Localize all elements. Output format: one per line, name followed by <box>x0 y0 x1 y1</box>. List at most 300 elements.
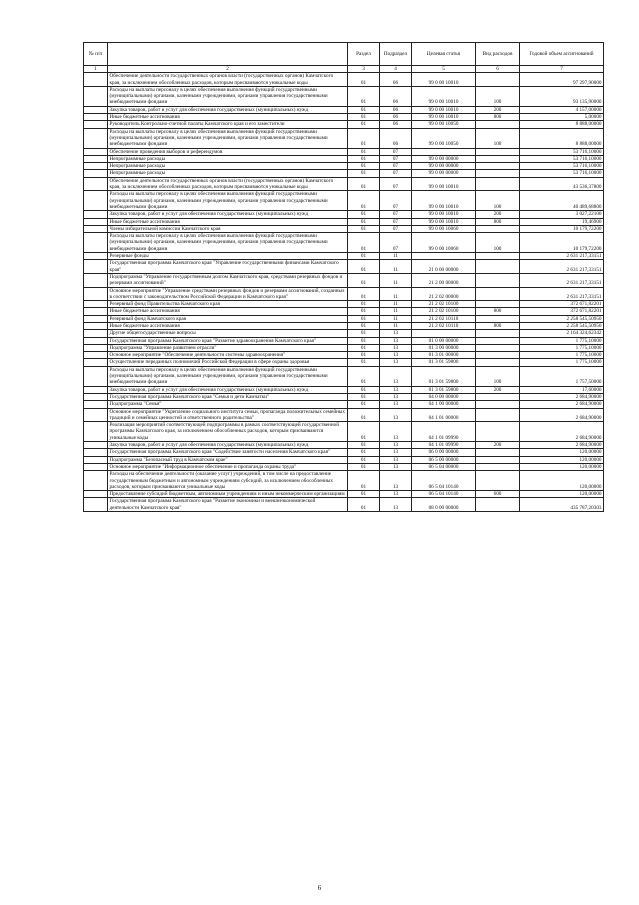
table-row <box>84 273 604 287</box>
row-name: Подпрограмма "Управление развитием отрасли" <box>108 344 348 351</box>
row-expense-type <box>476 422 520 442</box>
row-number <box>84 359 108 366</box>
row-target-article: 99 0 00 10050 <box>412 128 476 148</box>
row-number <box>84 330 108 337</box>
row-number <box>84 422 108 442</box>
row-expense-type <box>476 456 520 463</box>
row-expense-type: 100 <box>476 86 520 106</box>
row-section: 01 <box>348 128 380 148</box>
row-amount: 120,00000 <box>520 471 604 491</box>
row-number <box>84 273 108 287</box>
row-amount: 17,60000 <box>520 386 604 393</box>
table-row <box>84 225 604 232</box>
table-row <box>84 442 604 449</box>
row-subsection: 06 <box>380 86 412 106</box>
row-target-article <box>412 148 476 155</box>
row-number <box>84 322 108 329</box>
table-body <box>84 73 604 512</box>
row-section: 01 <box>348 260 380 274</box>
row-expense-type <box>476 315 520 322</box>
row-amount: 2 631 217,33151 <box>520 273 604 287</box>
row-name: Основное мероприятие "Управление средствами резервных фондов и резервами ассигнований, созданных в соответствии с законодательством Российской Федерации и Камчатского края" <box>108 287 348 301</box>
row-number <box>84 86 108 106</box>
row-subsection: 07 <box>380 170 412 177</box>
row-target-article: 06 5 04 10140 <box>412 491 476 498</box>
row-number <box>84 471 108 491</box>
row-name: Закупка товаров, работ и услуг для обеспечения государственных (муниципальных) нужд <box>108 106 348 113</box>
row-subsection: 13 <box>380 422 412 442</box>
row-name: Обеспечение деятельности государственных органов власти (государственных органов) Камчатского края, за исключением обособленных расходов, которым присваиваются уникальные коды <box>108 177 348 191</box>
row-subsection: 07 <box>380 163 412 170</box>
table-row <box>84 106 604 113</box>
row-name: Предоставление субсидий бюджетным, автономным учреждениям и иным некоммерческим организациям <box>108 491 348 498</box>
row-target-article: 99 0 00 10050 <box>412 121 476 128</box>
row-section: 01 <box>348 253 380 260</box>
row-target-article: 99 0 00 10010 <box>412 211 476 218</box>
row-number <box>84 366 108 386</box>
row-target-article: 04 1 01 09990 <box>412 442 476 449</box>
header-subsection: Подраздел <box>380 43 412 66</box>
row-target-article: 06 5 04 00000 <box>412 463 476 470</box>
row-section: 01 <box>348 287 380 301</box>
table-row <box>84 148 604 155</box>
row-subsection: 13 <box>380 393 412 400</box>
row-name: Основное мероприятие "Обеспечение деятельности системы здравоохранения" <box>108 352 348 359</box>
row-subsection: 11 <box>380 287 412 301</box>
row-expense-type: 200 <box>476 211 520 218</box>
column-number: 7 <box>520 66 604 73</box>
row-section: 01 <box>348 73 380 87</box>
row-name: Реализация мероприятий соответствующей подпрограммы в рамках соответствующей государственной программы Камчатского края, за исключением обособленных расходов, которым присваиваются уникальные коды <box>108 422 348 442</box>
row-name: Расходы на выплаты персоналу в целях обеспечения выполнения функций государственными (муниципальными) органами, казенными учреждениями, органами управления государственными внебюджетными фондами <box>108 233 348 253</box>
row-number <box>84 128 108 148</box>
row-number <box>84 442 108 449</box>
row-expense-type <box>476 260 520 274</box>
row-subsection: 07 <box>380 211 412 218</box>
row-amount: 372 671,82201 <box>520 301 604 308</box>
row-target-article: 06 5 00 00000 <box>412 456 476 463</box>
row-subsection: 13 <box>380 386 412 393</box>
table-row <box>84 393 604 400</box>
table-row <box>84 359 604 366</box>
table-row <box>84 287 604 301</box>
row-amount: 8 888,00000 <box>520 121 604 128</box>
row-number <box>84 308 108 315</box>
row-target-article: 99 0 00 00000 <box>412 170 476 177</box>
table-row <box>84 366 604 386</box>
row-name: Резервные фонды <box>108 253 348 260</box>
row-amount: 120,00000 <box>520 456 604 463</box>
table-row <box>84 337 604 344</box>
row-number <box>84 408 108 422</box>
row-amount: 2 258 545,50950 <box>520 322 604 329</box>
row-expense-type <box>476 273 520 287</box>
row-subsection: 13 <box>380 456 412 463</box>
header-target: Целевая статья <box>412 43 476 66</box>
row-amount: 5,00000 <box>520 114 604 121</box>
row-name: Обеспечение деятельности государственных органов власти (государственных органов) Камчатского края, за исключением обособленных расходов, которым присваиваются уникальные коды <box>108 73 348 87</box>
row-expense-type <box>476 287 520 301</box>
row-subsection: 13 <box>380 442 412 449</box>
table-row <box>84 301 604 308</box>
row-amount: 2 684,90000 <box>520 442 604 449</box>
row-number <box>84 386 108 393</box>
row-target-article: 08 0 00 00000 <box>412 498 476 512</box>
row-section: 01 <box>348 408 380 422</box>
row-number <box>84 218 108 225</box>
row-subsection: 13 <box>380 491 412 498</box>
row-target-article <box>412 330 476 337</box>
row-section: 01 <box>348 498 380 512</box>
row-number <box>84 352 108 359</box>
row-name: Непрограммные расходы <box>108 170 348 177</box>
table-header-row <box>84 43 604 66</box>
row-expense-type: 100 <box>476 191 520 211</box>
row-amount: 2 631 217,33151 <box>520 260 604 274</box>
row-amount: 120,00000 <box>520 449 604 456</box>
row-section: 01 <box>348 449 380 456</box>
row-subsection: 13 <box>380 337 412 344</box>
row-subsection: 13 <box>380 449 412 456</box>
row-section: 01 <box>348 366 380 386</box>
row-expense-type <box>476 359 520 366</box>
budget-table <box>83 42 604 512</box>
row-amount: 53 716,10000 <box>520 155 604 162</box>
row-amount: 2 258 545,50950 <box>520 315 604 322</box>
row-section: 01 <box>348 191 380 211</box>
row-target-article: 01 3 01 59800 <box>412 386 476 393</box>
column-number: 1 <box>84 66 108 73</box>
row-number <box>84 301 108 308</box>
row-expense-type: 100 <box>476 366 520 386</box>
header-amount: Годовой объем ассигнований <box>520 43 604 66</box>
row-subsection: 07 <box>380 225 412 232</box>
row-name: Обеспечение проведения выборов и референдумов <box>108 148 348 155</box>
row-expense-type <box>476 225 520 232</box>
row-section: 01 <box>348 106 380 113</box>
row-section: 01 <box>348 359 380 366</box>
row-name: Резервный фонд Правительства Камчатского края <box>108 301 348 308</box>
row-amount: 435 787,20303 <box>520 498 604 512</box>
row-target-article: 99 0 00 10010 <box>412 218 476 225</box>
table-row <box>84 253 604 260</box>
row-section: 01 <box>348 337 380 344</box>
row-number <box>84 114 108 121</box>
row-subsection: 11 <box>380 301 412 308</box>
row-number <box>84 401 108 408</box>
row-name: Расходы на выплаты персоналу в целях обеспечения выполнения функций государственными (муниципальными) органами, казенными учреждениями, органами управления государственными внебюджетными фондами <box>108 366 348 386</box>
header-num: № п/п <box>84 43 108 66</box>
row-section: 01 <box>348 155 380 162</box>
row-amount: 53 716,10000 <box>520 170 604 177</box>
table-row <box>84 114 604 121</box>
row-section: 01 <box>348 422 380 442</box>
row-name: Члены избирательной комиссии Камчатского края <box>108 225 348 232</box>
row-amount: 97 297,90000 <box>520 73 604 87</box>
row-section: 01 <box>348 301 380 308</box>
column-number: 5 <box>412 66 476 73</box>
row-section: 01 <box>348 211 380 218</box>
row-subsection: 13 <box>380 408 412 422</box>
row-subsection: 07 <box>380 155 412 162</box>
table-row <box>84 73 604 87</box>
row-expense-type <box>476 253 520 260</box>
row-target-article: 01 3 01 59800 <box>412 366 476 386</box>
page-number: 6 <box>317 884 322 892</box>
row-target-article <box>412 253 476 260</box>
row-subsection: 13 <box>380 463 412 470</box>
row-number <box>84 121 108 128</box>
row-target-article: 99 0 00 10060 <box>412 225 476 232</box>
row-name: Закупка товаров, работ и услуг для обеспечения государственных (муниципальных) нужд <box>108 386 348 393</box>
row-section: 01 <box>348 330 380 337</box>
row-expense-type: 600 <box>476 491 520 498</box>
row-amount: 40 489,68800 <box>520 191 604 211</box>
header-expense-type: Вид расходов <box>476 43 520 66</box>
row-expense-type <box>476 498 520 512</box>
column-number: 6 <box>476 66 520 73</box>
table-row <box>84 121 604 128</box>
header-name <box>108 43 348 66</box>
row-subsection: 11 <box>380 273 412 287</box>
row-name: Государственная программа Камчатского края "Развитие здравоохранения Камчатского края" <box>108 337 348 344</box>
row-name: Подпрограмма "Семья" <box>108 401 348 408</box>
row-name: Другие общегосударственные вопросы <box>108 330 348 337</box>
row-name: Государственная программа Камчатского края "Содействие занятости населения Камчатского края" <box>108 449 348 456</box>
row-section: 01 <box>348 471 380 491</box>
row-subsection: 11 <box>380 315 412 322</box>
header-section: Раздел <box>348 43 380 66</box>
row-subsection: 13 <box>380 352 412 359</box>
row-target-article: 06 0 00 00000 <box>412 449 476 456</box>
row-amount: 2 684,90000 <box>520 422 604 442</box>
table-row <box>84 344 604 351</box>
row-expense-type <box>476 73 520 87</box>
table-row <box>84 408 604 422</box>
row-name: Закупка товаров, работ и услуг для обеспечения государственных (муниципальных) нужд <box>108 211 348 218</box>
row-expense-type <box>476 170 520 177</box>
row-subsection: 06 <box>380 106 412 113</box>
table-row <box>84 86 604 106</box>
row-subsection: 07 <box>380 233 412 253</box>
row-subsection: 07 <box>380 218 412 225</box>
row-amount: 2 684,90000 <box>520 393 604 400</box>
row-subsection: 13 <box>380 330 412 337</box>
row-name: Подпрограмма "Безопасный труд в Камчатском крае" <box>108 456 348 463</box>
row-number <box>84 337 108 344</box>
row-target-article: 21 2 02 10100 <box>412 308 476 315</box>
row-amount: 1 775,10000 <box>520 344 604 351</box>
row-expense-type: 200 <box>476 442 520 449</box>
row-target-article: 04 1 01 09990 <box>412 422 476 442</box>
row-amount: 53 716,10000 <box>520 163 604 170</box>
row-expense-type: 800 <box>476 308 520 315</box>
row-name: Расходы на выплаты персоналу в целях обеспечения выполнения функций государственными (муниципальными) органами, казенными учреждениями, органами управления государственными внебюджетными фондами <box>108 128 348 148</box>
row-subsection: 13 <box>380 344 412 351</box>
row-amount: 3 027,22100 <box>520 211 604 218</box>
row-section: 01 <box>348 386 380 393</box>
row-target-article: 21 2 02 10110 <box>412 322 476 329</box>
row-number <box>84 498 108 512</box>
row-section: 01 <box>348 463 380 470</box>
row-amount: 4 157,00000 <box>520 106 604 113</box>
row-expense-type <box>476 401 520 408</box>
table-row <box>84 456 604 463</box>
row-subsection: 11 <box>380 308 412 315</box>
row-amount: 1 757,50000 <box>520 366 604 386</box>
row-amount: 43 536,37800 <box>520 177 604 191</box>
row-number <box>84 393 108 400</box>
row-section: 01 <box>348 233 380 253</box>
table-row <box>84 211 604 218</box>
row-name: Расходы на обеспечение деятельности (оказание услуг) учреждений, в том числе на предоставление государственным бюджетным и автономным учреждениям субсидий, за исключением обособленных расходов, которым присваиваются уникальные коды <box>108 471 348 491</box>
table-row <box>84 401 604 408</box>
row-number <box>84 211 108 218</box>
row-target-article: 99 0 00 10010 <box>412 86 476 106</box>
row-target-article: 99 0 00 00000 <box>412 163 476 170</box>
row-number <box>84 344 108 351</box>
row-target-article: 21 0 00 00000 <box>412 260 476 274</box>
row-target-article: 99 0 00 10060 <box>412 233 476 253</box>
row-amount: 120,00000 <box>520 463 604 470</box>
row-number <box>84 177 108 191</box>
row-subsection: 13 <box>380 401 412 408</box>
row-name: Расходы на выплаты персоналу в целях обеспечения выполнения функций государственными (муниципальными) органами, казенными учреждениями, органами управления государственными внебюджетными фондами <box>108 86 348 106</box>
row-name: Государственная программа Камчатского края "Развитие экономики и внешнеэкономической деятельности Камчатского края" <box>108 498 348 512</box>
row-name: Подпрограмма "Управление государственным долгом Камчатского края, средствами резервных фондов и резервами ассигнований" <box>108 273 348 287</box>
row-amount: 120,00000 <box>520 491 604 498</box>
budget-table-sheet <box>83 42 603 512</box>
row-subsection: 06 <box>380 114 412 121</box>
table-row <box>84 177 604 191</box>
row-amount: 372 671,82201 <box>520 308 604 315</box>
row-section: 01 <box>348 344 380 351</box>
row-name: Государственная программа Камчатского края "Семья и дети Камчатки" <box>108 393 348 400</box>
row-target-article: 21 2 02 00000 <box>412 287 476 301</box>
table-row <box>84 422 604 442</box>
row-expense-type: 800 <box>476 114 520 121</box>
row-name: Иные бюджетные ассигнования <box>108 218 348 225</box>
row-expense-type <box>476 148 520 155</box>
row-section: 01 <box>348 86 380 106</box>
row-expense-type <box>476 155 520 162</box>
row-amount: 10 179,72200 <box>520 225 604 232</box>
row-section: 01 <box>348 442 380 449</box>
row-name: Непрограммные расходы <box>108 163 348 170</box>
row-target-article: 99 0 00 10010 <box>412 177 476 191</box>
table-row <box>84 449 604 456</box>
row-subsection: 13 <box>380 471 412 491</box>
row-section: 01 <box>348 225 380 232</box>
row-subsection: 13 <box>380 366 412 386</box>
table-row <box>84 498 604 512</box>
table-row <box>84 233 604 253</box>
row-number <box>84 106 108 113</box>
row-section: 01 <box>348 315 380 322</box>
row-expense-type <box>476 337 520 344</box>
row-name: Основное мероприятие "Укрепление социального института семьи, пропаганда положительных семейных традиций и семейных ценностей и ответственного родительства" <box>108 408 348 422</box>
row-expense-type <box>476 121 520 128</box>
table-row <box>84 352 604 359</box>
row-amount: 1 775,10000 <box>520 359 604 366</box>
row-amount: 10 179,72200 <box>520 233 604 253</box>
row-number <box>84 155 108 162</box>
row-number <box>84 148 108 155</box>
row-target-article: 99 0 00 10010 <box>412 106 476 113</box>
row-expense-type <box>476 330 520 337</box>
row-subsection: 07 <box>380 191 412 211</box>
row-expense-type <box>476 449 520 456</box>
row-number <box>84 491 108 498</box>
row-section: 01 <box>348 322 380 329</box>
row-name: Иные бюджетные ассигнования <box>108 308 348 315</box>
row-expense-type: 200 <box>476 106 520 113</box>
row-number <box>84 287 108 301</box>
row-name: Закупка товаров, работ и услуг для обеспечения государственных (муниципальных) нужд <box>108 442 348 449</box>
row-name: Государственная программа Камчатского края "Управление государственными финансами Камчатского края" <box>108 260 348 274</box>
table-row <box>84 386 604 393</box>
row-amount: 2 631 217,33151 <box>520 253 604 260</box>
row-expense-type: 800 <box>476 218 520 225</box>
row-target-article: 21 2 02 10110 <box>412 315 476 322</box>
row-section: 01 <box>348 401 380 408</box>
row-target-article: 99 0 00 10010 <box>412 73 476 87</box>
row-section: 01 <box>348 114 380 121</box>
table-row <box>84 491 604 498</box>
row-amount: 19,46900 <box>520 218 604 225</box>
row-number <box>84 225 108 232</box>
row-number <box>84 315 108 322</box>
row-amount: 1 775,10000 <box>520 337 604 344</box>
row-section: 01 <box>348 163 380 170</box>
row-name: Резервный фонд Камчатского края <box>108 315 348 322</box>
row-target-article: 01 3 01 00000 <box>412 352 476 359</box>
row-target-article: 06 5 04 10140 <box>412 471 476 491</box>
row-expense-type <box>476 463 520 470</box>
row-section: 01 <box>348 491 380 498</box>
row-expense-type: 100 <box>476 128 520 148</box>
row-expense-type <box>476 352 520 359</box>
row-number <box>84 253 108 260</box>
row-expense-type: 100 <box>476 233 520 253</box>
row-subsection: 13 <box>380 359 412 366</box>
row-section: 01 <box>348 218 380 225</box>
row-target-article: 01 3 01 59800 <box>412 359 476 366</box>
row-subsection: 06 <box>380 121 412 128</box>
table-row <box>84 260 604 274</box>
row-section: 01 <box>348 170 380 177</box>
row-subsection: 07 <box>380 177 412 191</box>
row-number <box>84 463 108 470</box>
table-row <box>84 463 604 470</box>
row-section: 01 <box>348 148 380 155</box>
row-amount: 2 631 217,33151 <box>520 287 604 301</box>
table-row <box>84 155 604 162</box>
row-target-article: 01 3 00 00000 <box>412 344 476 351</box>
row-expense-type <box>476 301 520 308</box>
row-subsection: 11 <box>380 322 412 329</box>
row-expense-type <box>476 163 520 170</box>
row-target-article: 99 0 00 00000 <box>412 155 476 162</box>
row-number <box>84 191 108 211</box>
table-row <box>84 471 604 491</box>
table-row <box>84 170 604 177</box>
row-target-article: 04 1 00 00000 <box>412 401 476 408</box>
row-number <box>84 163 108 170</box>
column-number-row <box>84 66 604 73</box>
row-name: Иные бюджетные ассигнования <box>108 322 348 329</box>
row-section: 01 <box>348 121 380 128</box>
